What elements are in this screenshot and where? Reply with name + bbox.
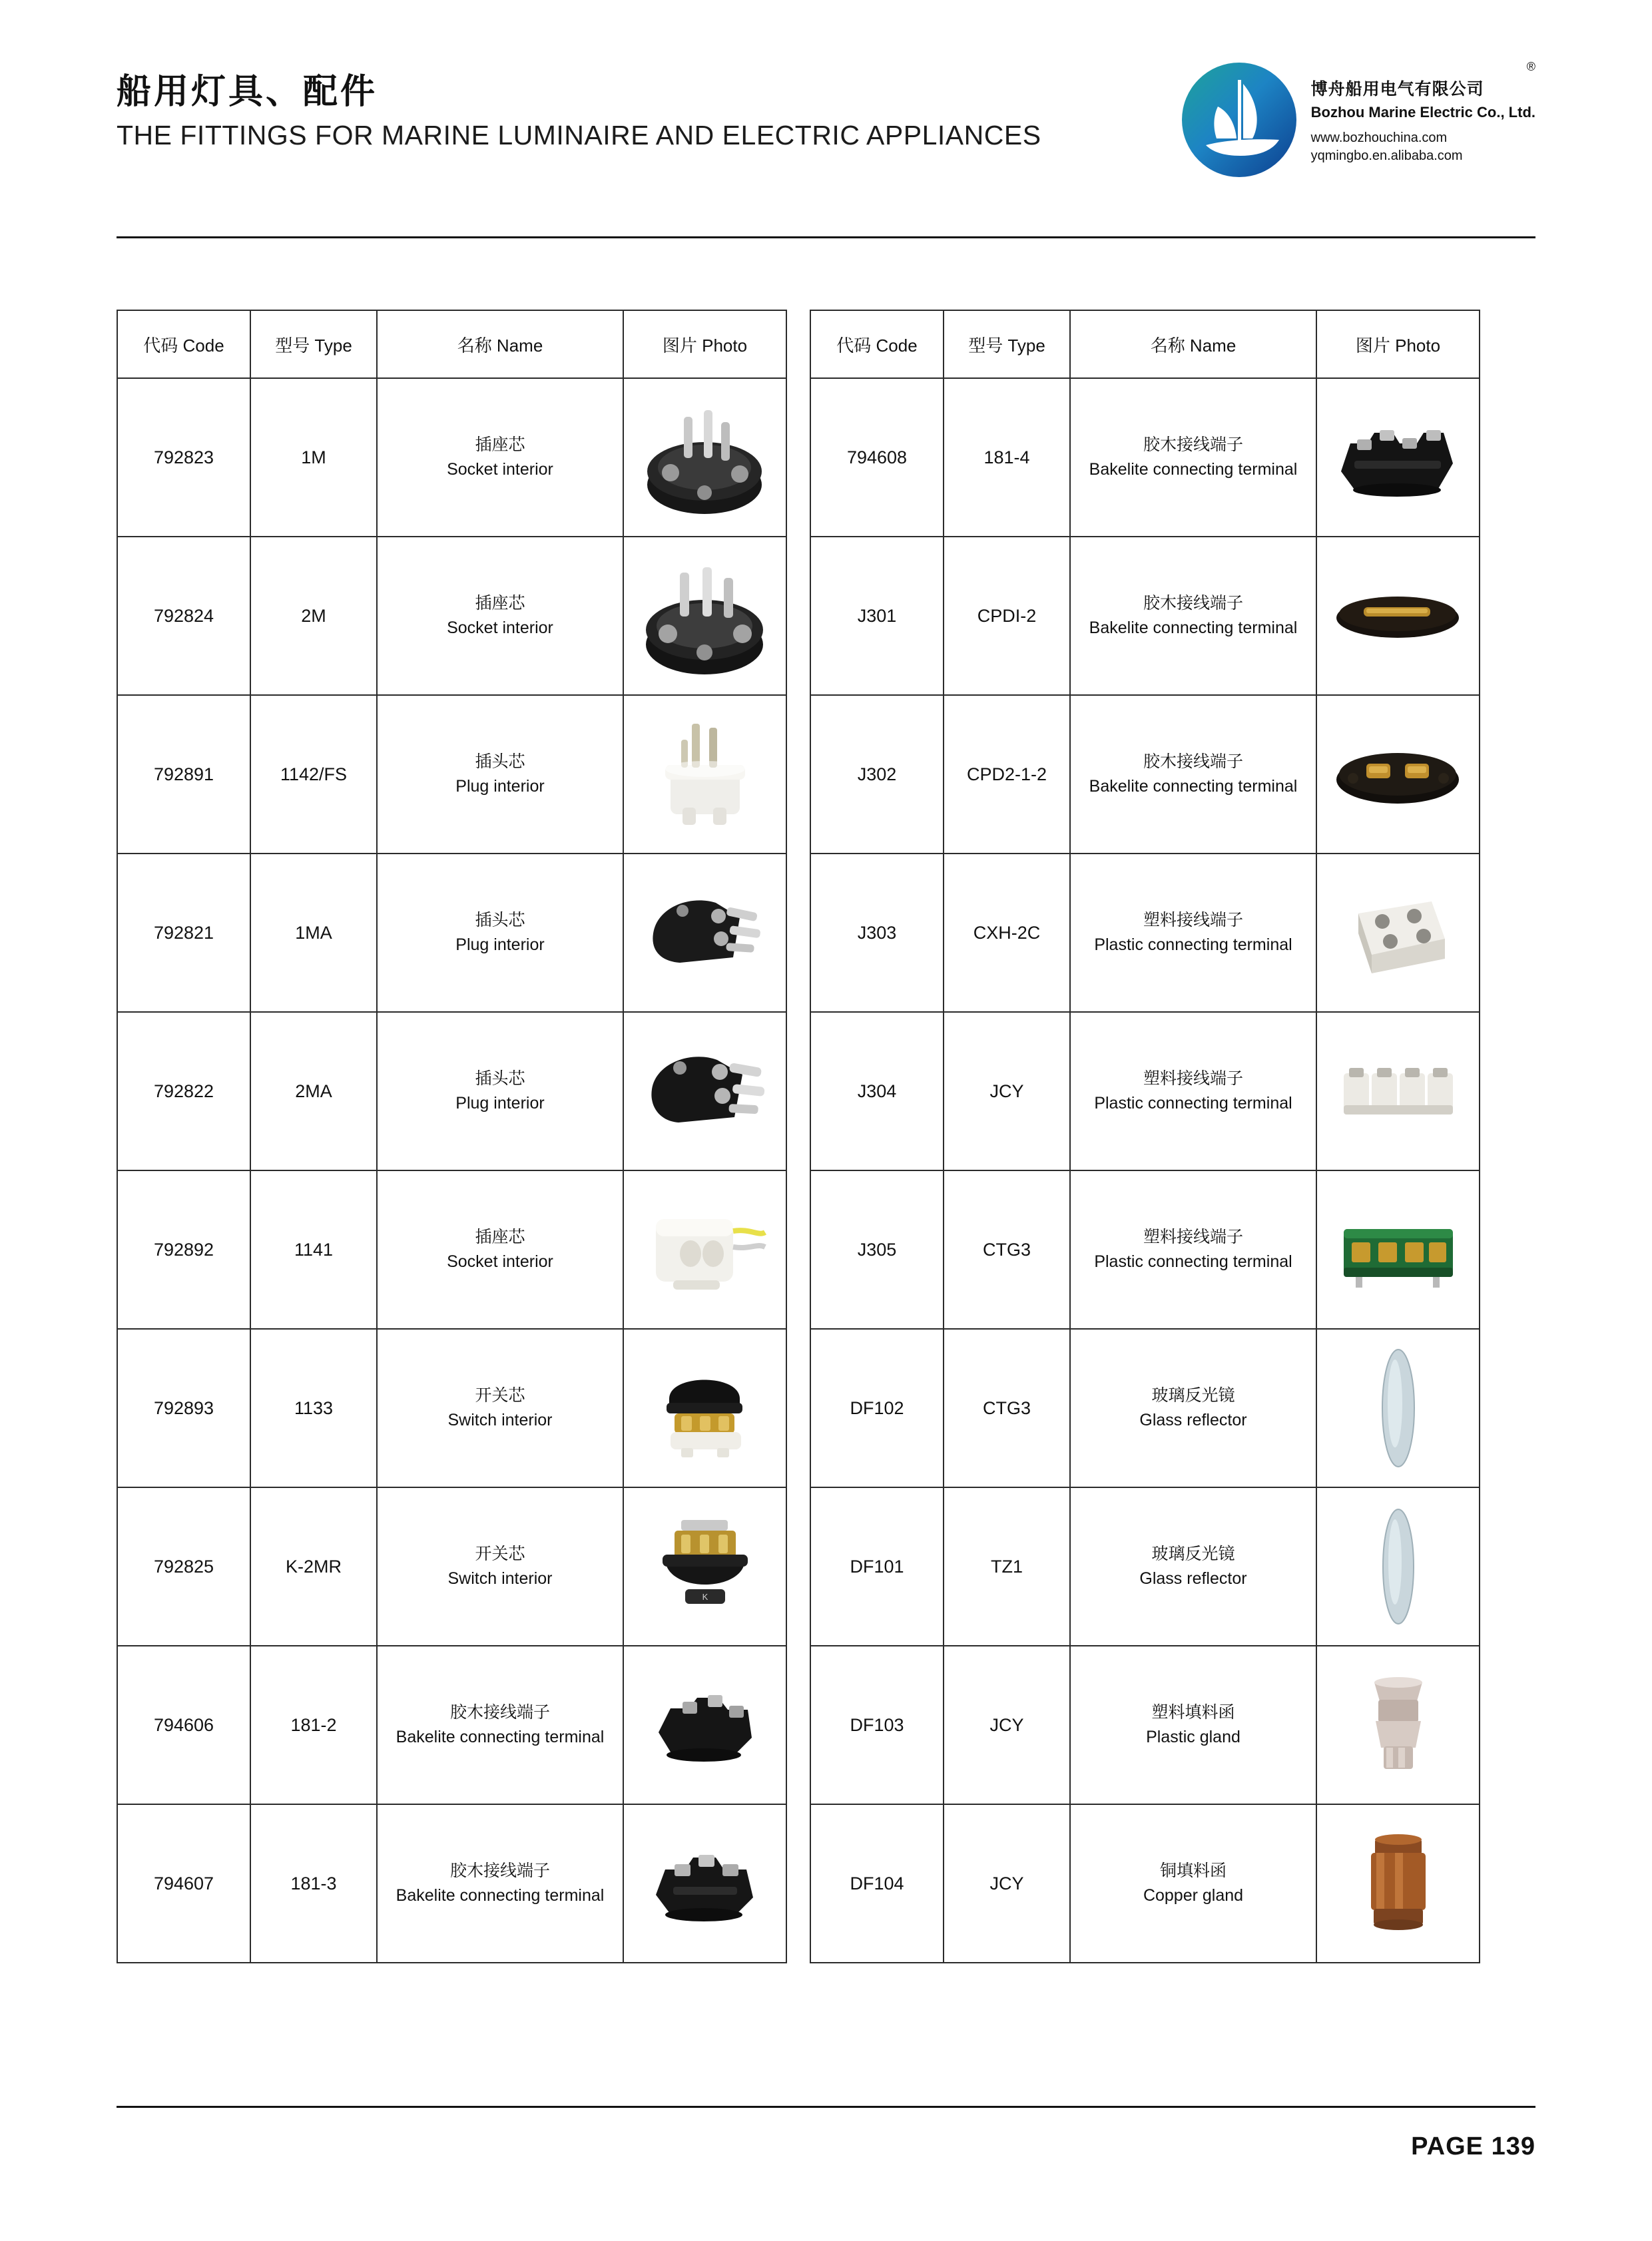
cell-name-cn: 开关芯: [475, 1544, 525, 1563]
cell-name-en: Bakelite connecting terminal: [396, 1886, 605, 1905]
cell-name-en: Plastic connecting terminal: [1094, 1252, 1292, 1271]
cell-name: [377, 378, 623, 537]
product-image-plastic-terminal-white-strip: [1317, 1021, 1479, 1161]
cell-name-cn: 插座芯: [475, 593, 525, 613]
cell-name-cn: 插头芯: [475, 1069, 525, 1088]
cell-name-cn: 胶木接线端子: [449, 1861, 550, 1880]
cell-photo: [623, 1012, 786, 1170]
cell-photo: [1316, 695, 1480, 854]
cell-code: 792893: [117, 1329, 250, 1487]
cell-code: 792892: [117, 1170, 250, 1329]
table-row: [810, 1012, 1480, 1170]
cell-code: DF102: [810, 1329, 944, 1487]
cell-name-en: Socket interior: [447, 460, 553, 479]
column-header-photo: 图片 Photo: [623, 310, 786, 378]
cell-name-en: Switch interior: [447, 1569, 553, 1588]
cell-name-cn: 塑料接线端子: [1143, 1069, 1243, 1088]
product-table-right: [810, 310, 1480, 1963]
cell-type: 1133: [250, 1329, 377, 1487]
cell-type: CTG3: [944, 1170, 1070, 1329]
product-image-plug-interior-black: [624, 1021, 786, 1161]
cell-name-en: Bakelite connecting terminal: [1089, 619, 1298, 637]
table-row: [810, 1329, 1480, 1487]
cell-name-cn: 玻璃反光镜: [1151, 1544, 1235, 1563]
column-header-name: 名称 Name: [377, 310, 623, 378]
cell-code: J302: [810, 695, 944, 854]
cell-type: 181-2: [250, 1646, 377, 1804]
cell-name-cn: 胶木接线端子: [449, 1702, 550, 1722]
product-image-bakelite-block-oval-2: [1317, 704, 1479, 844]
cell-name-cn: 插座芯: [475, 1227, 525, 1246]
header-divider: [117, 236, 1535, 238]
cell-photo: [1316, 1170, 1480, 1329]
product-image-socket-interior-white-wire: [624, 1180, 786, 1320]
cell-type: 181-4: [944, 378, 1070, 537]
cell-name: [377, 1170, 623, 1329]
table-row: [810, 1487, 1480, 1646]
column-header-type: 型号 Type: [250, 310, 377, 378]
cell-type: TZ1: [944, 1487, 1070, 1646]
product-image-switch-interior-brass: [624, 1497, 786, 1636]
table-row: [117, 854, 786, 1012]
cell-type: 2M: [250, 537, 377, 695]
cell-code: 792825: [117, 1487, 250, 1646]
product-image-bakelite-terminal-3: [624, 1814, 786, 1953]
cell-name-en: Switch interior: [447, 1411, 553, 1429]
product-image-bakelite-strip-oval: [1317, 546, 1479, 686]
product-image-plastic-terminal-white-block: [1317, 863, 1479, 1003]
cell-name-en: Plastic connecting terminal: [1094, 935, 1292, 954]
cell-name: [377, 1646, 623, 1804]
cell-name-cn: 胶木接线端子: [1143, 593, 1243, 613]
cell-type: CPD2-1-2: [944, 695, 1070, 854]
company-logo-block: [1179, 60, 1535, 180]
table-row: [810, 1804, 1480, 1963]
cell-photo: [623, 378, 786, 537]
cell-type: JCY: [944, 1012, 1070, 1170]
cell-name-en: Glass reflector: [1139, 1411, 1247, 1429]
product-image-plastic-terminal-green: [1317, 1180, 1479, 1320]
cell-photo: [623, 695, 786, 854]
registered-mark-icon: ®: [1526, 60, 1535, 73]
cell-name-en: Plug interior: [455, 935, 545, 954]
table-row: [810, 854, 1480, 1012]
cell-name-cn: 塑料填料函: [1151, 1702, 1235, 1722]
page-title-cn: 船用灯具、配件: [117, 73, 378, 111]
svg-text:K: K: [702, 1591, 708, 1602]
cell-name-en: Socket interior: [447, 1252, 553, 1271]
product-image-bakelite-terminal-2: [624, 1655, 786, 1795]
product-image-socket-interior-black-round: [624, 387, 786, 527]
cell-code: J304: [810, 1012, 944, 1170]
page-title-en: THE FITTINGS FOR MARINE LUMINAIRE AND ELECTRIC APPLIANCES: [117, 120, 1041, 151]
cell-photo: [623, 1646, 786, 1804]
cell-name: [1070, 854, 1316, 1012]
cell-photo: [1316, 854, 1480, 1012]
cell-type: 2MA: [250, 1012, 377, 1170]
table-row: [810, 378, 1480, 537]
cell-type: JCY: [944, 1804, 1070, 1963]
product-table-left: [117, 310, 787, 1963]
cell-type: 1141: [250, 1170, 377, 1329]
cell-code: 792823: [117, 378, 250, 537]
cell-code: 792822: [117, 1012, 250, 1170]
cell-name-en: Plug interior: [455, 777, 545, 796]
cell-name: [1070, 537, 1316, 695]
cell-name: [1070, 1170, 1316, 1329]
cell-code: J305: [810, 1170, 944, 1329]
table-row: [117, 1329, 786, 1487]
cell-name: [1070, 695, 1316, 854]
cell-code: 792821: [117, 854, 250, 1012]
page-number: PAGE 139: [1411, 2132, 1535, 2160]
cell-type: 181-3: [250, 1804, 377, 1963]
cell-code: 794608: [810, 378, 944, 537]
cell-name-en: Plastic gland: [1146, 1728, 1240, 1746]
cell-name-cn: 开关芯: [475, 1385, 525, 1405]
cell-name-cn: 铜填料函: [1159, 1861, 1227, 1880]
table-row: [117, 1170, 786, 1329]
cell-type: CXH-2C: [944, 854, 1070, 1012]
table-row: [810, 695, 1480, 854]
cell-name: [377, 1329, 623, 1487]
company-logo-text: [1310, 60, 1535, 164]
product-image-copper-gland: [1317, 1814, 1479, 1953]
cell-type: 1MA: [250, 854, 377, 1012]
cell-code: 794607: [117, 1804, 250, 1963]
cell-photo: [623, 854, 786, 1012]
cell-name-cn: 胶木接线端子: [1143, 435, 1243, 454]
cell-type: CTG3: [944, 1329, 1070, 1487]
cell-type: K-2MR: [250, 1487, 377, 1646]
table-row: [117, 1804, 786, 1963]
cell-name: [1070, 1487, 1316, 1646]
cell-photo: [1316, 1804, 1480, 1963]
cell-code: DF103: [810, 1646, 944, 1804]
cell-photo: [1316, 537, 1480, 695]
cell-code: DF104: [810, 1804, 944, 1963]
table-row: [117, 1012, 786, 1170]
cell-photo: [1316, 1487, 1480, 1646]
cell-name-en: Socket interior: [447, 619, 553, 637]
cell-name: [377, 1487, 623, 1646]
cell-code: 792891: [117, 695, 250, 854]
column-header-code: 代码 Code: [810, 310, 944, 378]
cell-photo: [623, 537, 786, 695]
cell-name-cn: 插座芯: [475, 435, 525, 454]
cell-photo: [623, 1329, 786, 1487]
cell-name: [377, 1012, 623, 1170]
product-image-bakelite-terminal-4: [1317, 387, 1479, 527]
cell-name: [377, 854, 623, 1012]
table-row: [117, 1646, 786, 1804]
column-header-name: 名称 Name: [1070, 310, 1316, 378]
cell-photo: [623, 1170, 786, 1329]
cell-name: [1070, 1329, 1316, 1487]
table-row: [117, 537, 786, 695]
cell-name-cn: 塑料接线端子: [1143, 910, 1243, 929]
column-header-type: 型号 Type: [944, 310, 1070, 378]
cell-type: 1M: [250, 378, 377, 537]
page-header: [0, 0, 1652, 166]
product-image-plastic-gland: [1317, 1655, 1479, 1795]
cell-code: J303: [810, 854, 944, 1012]
cell-name-cn: 玻璃反光镜: [1151, 1385, 1235, 1405]
cell-photo: [1316, 1646, 1480, 1804]
table-row: [810, 537, 1480, 695]
column-header-code: 代码 Code: [117, 310, 250, 378]
cell-type: JCY: [944, 1646, 1070, 1804]
cell-photo: [1316, 1012, 1480, 1170]
cell-photo: [1316, 378, 1480, 537]
cell-name: [1070, 378, 1316, 537]
company-logo-icon: [1179, 60, 1299, 180]
cell-type: 1142/FS: [250, 695, 377, 854]
cell-name: [1070, 1646, 1316, 1804]
product-image-plug-interior-white: [624, 704, 786, 844]
cell-name-cn: 胶木接线端子: [1143, 752, 1243, 771]
table-row: [810, 1646, 1480, 1804]
cell-name-cn: 塑料接线端子: [1143, 1227, 1243, 1246]
cell-code: DF101: [810, 1487, 944, 1646]
cell-name-en: Bakelite connecting terminal: [396, 1728, 605, 1746]
cell-name: [1070, 1804, 1316, 1963]
table-row: [810, 1170, 1480, 1329]
product-tables: [117, 310, 1535, 1963]
cell-type: CPDI-2: [944, 537, 1070, 695]
table-row: [117, 378, 786, 537]
table-row: [117, 695, 786, 854]
product-image-glass-reflector-ellipse: [1317, 1338, 1479, 1478]
company-name-en: Bozhou Marine Electric Co., Ltd.: [1310, 104, 1535, 121]
company-alibaba-url: yqmingbo.en.alibaba.com: [1310, 148, 1463, 163]
product-image-plug-interior-black: [624, 863, 786, 1003]
column-header-photo: 图片 Photo: [1316, 310, 1480, 378]
cell-code: J301: [810, 537, 944, 695]
cell-name-cn: 插头芯: [475, 910, 525, 929]
table-header-row: [117, 310, 786, 378]
cell-photo: [623, 1487, 786, 1646]
footer-divider: [117, 2106, 1535, 2108]
table-header-row: [810, 310, 1480, 378]
cell-photo: [623, 1804, 786, 1963]
cell-name-cn: 插头芯: [475, 752, 525, 771]
cell-name: [1070, 1012, 1316, 1170]
cell-name: [377, 537, 623, 695]
cell-name-en: Bakelite connecting terminal: [1089, 460, 1298, 479]
cell-name-en: Glass reflector: [1139, 1569, 1247, 1588]
cell-name-en: Copper gland: [1143, 1886, 1244, 1905]
cell-name: [377, 695, 623, 854]
product-image-switch-interior-black-cap: [624, 1338, 786, 1478]
company-website: www.bozhouchina.com: [1310, 130, 1448, 145]
table-row: [117, 1487, 786, 1646]
cell-name-en: Bakelite connecting terminal: [1089, 777, 1298, 796]
cell-photo: [1316, 1329, 1480, 1487]
cell-name-en: Plastic connecting terminal: [1094, 1094, 1292, 1113]
cell-code: 792824: [117, 537, 250, 695]
company-name-cn: 博舟船用电气有限公司: [1310, 80, 1484, 99]
product-image-glass-reflector-ellipse: [1317, 1497, 1479, 1636]
cell-name-en: Plug interior: [455, 1094, 545, 1113]
cell-code: 794606: [117, 1646, 250, 1804]
cell-name: [377, 1804, 623, 1963]
product-image-socket-interior-black-round: [624, 546, 786, 686]
